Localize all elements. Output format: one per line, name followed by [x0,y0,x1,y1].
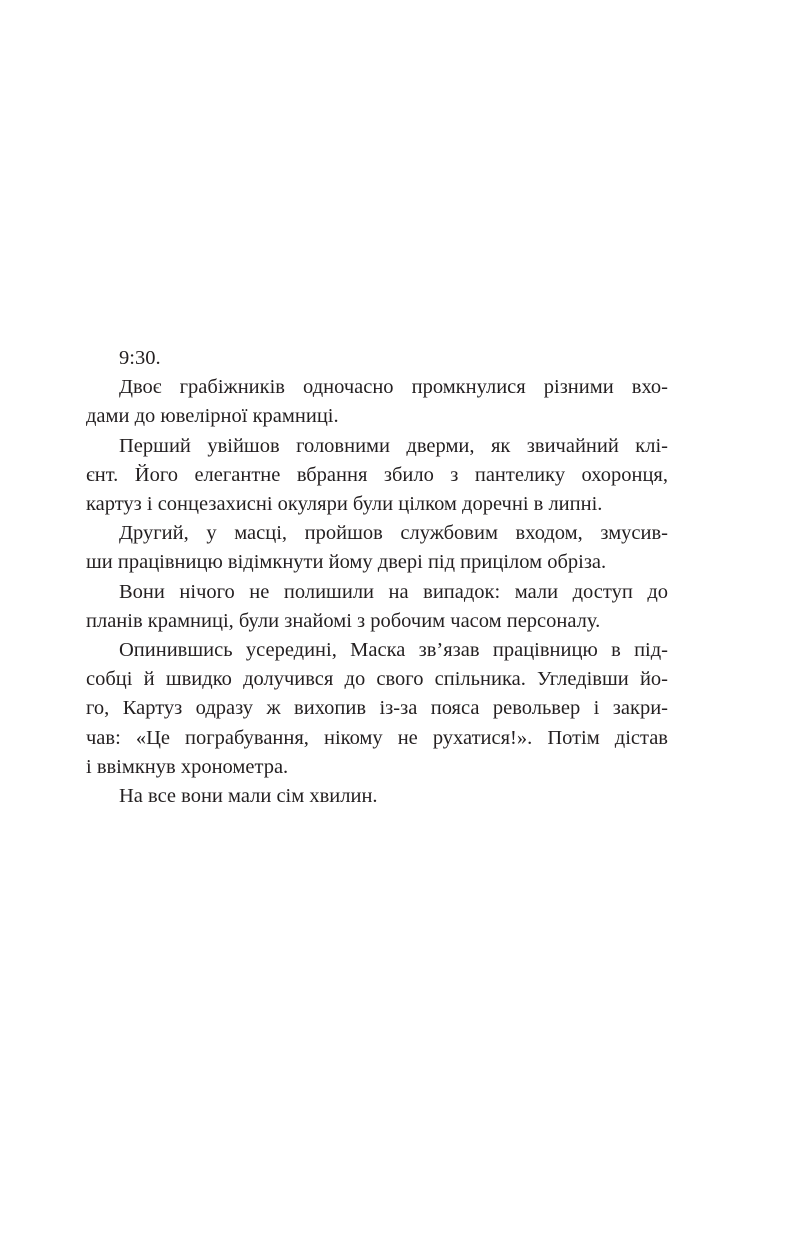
text-line: Перший увійшов головними дверми, як звичайний клі- [119,434,668,457]
paragraph-second-robber [86,519,668,577]
body-text [86,344,668,811]
text-line: Другий, у масці, пройшов службовим входом, змусив- [119,522,668,545]
text-line: дами до ювелірної крамниці. [86,405,339,428]
paragraph-robbers-entered [86,373,668,431]
text-line: і ввімкнув хронометра. [86,755,289,778]
text-line: чав: «Це пограбування, нікому не рухатися!». Потім дістав [86,726,668,749]
text-line: Двоє грабіжників одночасно промкнулися різними вхо- [119,376,668,399]
paragraph-preparation [86,578,668,636]
text-line: ши працівницю відімкнути йому двері під прицілом обріза. [86,551,607,574]
paragraph-seven-minutes [86,782,668,811]
text-line: собці й швидко долучився до свого спільника. Угледівши йо- [86,668,668,691]
text-line: планів крамниці, були знайомі з робочим часом персоналу. [86,609,601,632]
text-line: 9:30. [119,347,161,369]
paragraph-time [86,344,668,373]
text-line: Опинившись усередині, Маска зв’язав працівницю в під- [119,639,668,662]
text-line: Вони нічого не полишили на випадок: мали доступ до [119,580,668,603]
text-line: го, Картуз одразу ж вихопив із-за пояса револьвер і закри- [86,697,668,720]
paragraph-inside [86,636,668,782]
paragraph-first-robber [86,432,668,520]
text-line: єнт. Його елегантне вбрання збило з пантелику охоронця, [86,463,668,486]
text-line: картуз і сонцезахисні окуляри були цілком доречні в липні. [86,493,603,516]
text-line: На все вони мали сім хвилин. [119,785,378,808]
